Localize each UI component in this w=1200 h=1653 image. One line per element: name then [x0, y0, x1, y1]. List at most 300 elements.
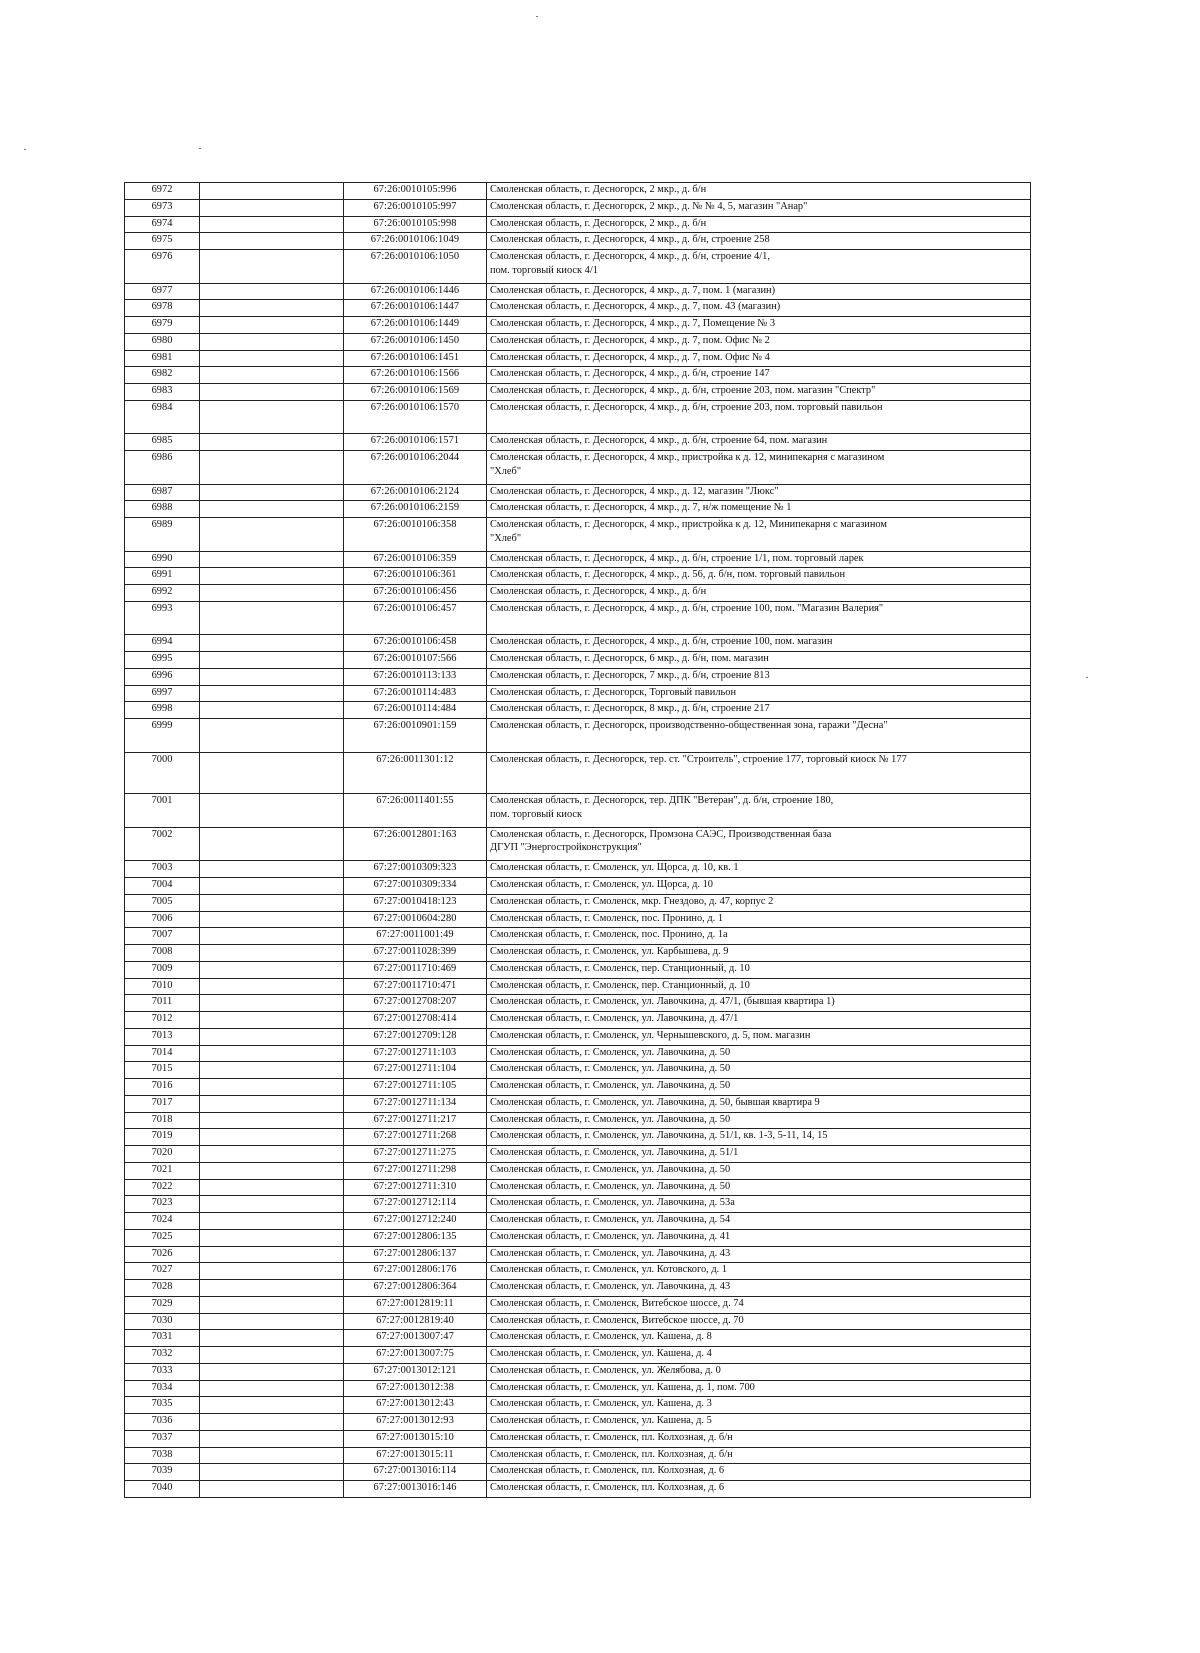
empty-cell: [200, 300, 344, 317]
empty-cell: [200, 1363, 344, 1380]
row-number-cell: 6986: [125, 451, 200, 485]
cadastral-number-cell: 67:26:0010106:457: [344, 601, 487, 635]
row-number-cell: 7028: [125, 1280, 200, 1297]
empty-cell: [200, 1447, 344, 1464]
table-row: [125, 484, 1031, 501]
row-number-cell: 7023: [125, 1196, 200, 1213]
row-number-cell: 7039: [125, 1464, 200, 1481]
empty-cell: [200, 961, 344, 978]
cadastral-number-cell: 67:27:0012711:310: [344, 1179, 487, 1196]
table-row: [125, 1028, 1031, 1045]
cadastral-number-cell: 67:27:0012712:114: [344, 1196, 487, 1213]
row-number-cell: 7000: [125, 752, 200, 794]
table-row: [125, 283, 1031, 300]
cadastral-number-cell: 67:27:0011028:399: [344, 945, 487, 962]
empty-cell: [200, 995, 344, 1012]
empty-cell: [200, 945, 344, 962]
empty-cell: [200, 183, 344, 200]
address-cell: Смоленская область, г. Смоленск, ул. Котовского, д. 1: [487, 1263, 1031, 1280]
empty-cell: [200, 1129, 344, 1146]
table-row: [125, 434, 1031, 451]
table-row: [125, 652, 1031, 669]
address-cell: Смоленская область, г. Десногорск, 4 мкр., д. б/н, строение 100, пом. "Магазин Валерия": [487, 601, 1031, 635]
cadastral-number-cell: 67:26:0010113:133: [344, 668, 487, 685]
row-number-cell: 6977: [125, 283, 200, 300]
cadastral-number-cell: 67:27:0011001:49: [344, 928, 487, 945]
row-number-cell: 7021: [125, 1162, 200, 1179]
empty-cell: [200, 568, 344, 585]
row-number-cell: 7012: [125, 1012, 200, 1029]
cadastral-number-cell: 67:27:0013016:114: [344, 1464, 487, 1481]
address-cell: Смоленская область, г. Смоленск, мкр. Гнездово, д. 47, корпус 2: [487, 894, 1031, 911]
table-row: [125, 894, 1031, 911]
table-row: [125, 861, 1031, 878]
cadastral-number-cell: 67:26:0010106:1449: [344, 317, 487, 334]
address-cell: Смоленская область, г. Десногорск, 4 мкр., д. 7, пом. Офис № 2: [487, 333, 1031, 350]
row-number-cell: 6984: [125, 400, 200, 434]
address-cell: Смоленская область, г. Десногорск, 4 мкр., д. б/н, строение 258: [487, 233, 1031, 250]
table-row: [125, 551, 1031, 568]
address-cell: Смоленская область, г. Смоленск, ул. Лавочкина, д. 47/1: [487, 1012, 1031, 1029]
cadastral-number-cell: 67:26:0010106:1447: [344, 300, 487, 317]
empty-cell: [200, 1179, 344, 1196]
row-number-cell: 7017: [125, 1095, 200, 1112]
cadastral-number-cell: 67:27:0012819:40: [344, 1313, 487, 1330]
address-cell: Смоленская область, г. Смоленск, ул. Лавочкина, д. 50: [487, 1079, 1031, 1096]
address-cell: Смоленская область, г. Смоленск, ул. Лавочкина, д. 50, бывшая квартира 9: [487, 1095, 1031, 1112]
cadastral-number-cell: 67:26:0010106:1570: [344, 400, 487, 434]
cadastral-number-cell: 67:27:0012806:176: [344, 1263, 487, 1280]
cadastral-number-cell: 67:26:0010114:483: [344, 685, 487, 702]
address-cell: Смоленская область, г. Десногорск, 4 мкр., д. б/н, строение 203, пом. торговый павильон: [487, 400, 1031, 434]
address-cell: Смоленская область, г. Смоленск, пер. Станционный, д. 10: [487, 961, 1031, 978]
address-cell: Смоленская область, г. Десногорск, 8 мкр., д. б/н, строение 217: [487, 702, 1031, 719]
table-row: [125, 1012, 1031, 1029]
address-cell: Смоленская область, г. Десногорск, 2 мкр., д. б/н: [487, 183, 1031, 200]
table-row: [125, 995, 1031, 1012]
cadastral-number-cell: 67:26:0010106:1569: [344, 384, 487, 401]
address-cell: Смоленская область, г. Десногорск, 4 мкр., д. б/н: [487, 585, 1031, 602]
empty-cell: [200, 1397, 344, 1414]
cadastral-number-cell: 67:27:0013015:11: [344, 1447, 487, 1464]
address-cell: Смоленская область, г. Смоленск, пос. Пронино, д. 1а: [487, 928, 1031, 945]
empty-cell: [200, 1330, 344, 1347]
table-row: [125, 752, 1031, 794]
empty-cell: [200, 878, 344, 895]
table-row: [125, 1179, 1031, 1196]
table-row: [125, 518, 1031, 552]
empty-cell: [200, 635, 344, 652]
registry-rows: [125, 183, 1031, 1498]
empty-cell: [200, 333, 344, 350]
empty-cell: [200, 1196, 344, 1213]
table-row: [125, 1246, 1031, 1263]
empty-cell: [200, 1263, 344, 1280]
table-row: [125, 1397, 1031, 1414]
table-row: [125, 1079, 1031, 1096]
cadastral-number-cell: 67:27:0012708:414: [344, 1012, 487, 1029]
address-cell: Смоленская область, г. Десногорск, 4 мкр., д. 7, пом. 1 (магазин): [487, 283, 1031, 300]
row-number-cell: 6989: [125, 518, 200, 552]
address-cell: Смоленская область, г. Смоленск, ул. Кашена, д. 4: [487, 1347, 1031, 1364]
cadastral-number-cell: 67:26:0010106:2124: [344, 484, 487, 501]
empty-cell: [200, 1430, 344, 1447]
cadastral-number-cell: 67:27:0012711:268: [344, 1129, 487, 1146]
empty-cell: [200, 702, 344, 719]
empty-cell: [200, 283, 344, 300]
row-number-cell: 7011: [125, 995, 200, 1012]
empty-cell: [200, 199, 344, 216]
table-row: [125, 961, 1031, 978]
address-cell: Смоленская область, г. Десногорск, 4 мкр., пристройка к д. 12, Минипекарня с магазином "Хлеб": [487, 518, 1031, 552]
address-cell: Смоленская область, г. Смоленск, ул. Кашена, д. 5: [487, 1414, 1031, 1431]
row-number-cell: 6973: [125, 199, 200, 216]
table-row: [125, 719, 1031, 753]
table-row: [125, 794, 1031, 828]
cadastral-number-cell: 67:26:0011401:55: [344, 794, 487, 828]
address-cell: Смоленская область, г. Смоленск, ул. Щорса, д. 10, кв. 1: [487, 861, 1031, 878]
cadastral-number-cell: 67:27:0010309:323: [344, 861, 487, 878]
empty-cell: [200, 928, 344, 945]
table-row: [125, 1196, 1031, 1213]
cadastral-number-cell: 67:26:0010106:456: [344, 585, 487, 602]
row-number-cell: 7040: [125, 1481, 200, 1498]
row-number-cell: 6995: [125, 652, 200, 669]
cadastral-number-cell: 67:27:0012806:364: [344, 1280, 487, 1297]
row-number-cell: 7032: [125, 1347, 200, 1364]
cadastral-number-cell: 67:27:0010604:280: [344, 911, 487, 928]
empty-cell: [200, 668, 344, 685]
empty-cell: [200, 1045, 344, 1062]
cadastral-number-cell: 67:27:0013007:47: [344, 1330, 487, 1347]
cadastral-number-cell: 67:27:0012819:11: [344, 1296, 487, 1313]
table-row: [125, 451, 1031, 485]
address-cell: Смоленская область, г. Смоленск, пос. Пронино, д. 1: [487, 911, 1031, 928]
address-cell: Смоленская область, г. Десногорск, Промзона САЭС, Производственная база ДГУП "Энергостройконструкция": [487, 827, 1031, 861]
empty-cell: [200, 1380, 344, 1397]
table-row: [125, 568, 1031, 585]
table-row: [125, 878, 1031, 895]
cadastral-number-cell: 67:26:0010106:458: [344, 635, 487, 652]
row-number-cell: 7003: [125, 861, 200, 878]
address-cell: Смоленская область, г. Смоленск, ул. Щорса, д. 10: [487, 878, 1031, 895]
row-number-cell: 6994: [125, 635, 200, 652]
cadastral-number-cell: 67:27:0012806:135: [344, 1229, 487, 1246]
table-row: [125, 1263, 1031, 1280]
table-row: [125, 685, 1031, 702]
empty-cell: [200, 685, 344, 702]
table-row: [125, 233, 1031, 250]
row-number-cell: 7024: [125, 1213, 200, 1230]
empty-cell: [200, 752, 344, 794]
cadastral-number-cell: 67:26:0010106:2159: [344, 501, 487, 518]
empty-cell: [200, 1481, 344, 1498]
address-cell: Смоленская область, г. Смоленск, ул. Лавочкина, д. 47/1, (бывшая квартира 1): [487, 995, 1031, 1012]
address-cell: Смоленская область, г. Смоленск, пл. Колхозная, д. б/н: [487, 1430, 1031, 1447]
row-number-cell: 7015: [125, 1062, 200, 1079]
address-cell: Смоленская область, г. Смоленск, ул. Лавочкина, д. 54: [487, 1213, 1031, 1230]
row-number-cell: 6999: [125, 719, 200, 753]
table-row: [125, 1062, 1031, 1079]
table-row: [125, 1313, 1031, 1330]
address-cell: Смоленская область, г. Смоленск, ул. Лавочкина, д. 43: [487, 1280, 1031, 1297]
empty-cell: [200, 1012, 344, 1029]
table-row: [125, 1146, 1031, 1163]
cadastral-number-cell: 67:26:0012801:163: [344, 827, 487, 861]
address-cell: Смоленская область, г. Смоленск, ул. Лавочкина, д. 50: [487, 1062, 1031, 1079]
table-row: [125, 827, 1031, 861]
cadastral-number-cell: 67:27:0010418:123: [344, 894, 487, 911]
registry-table: [124, 182, 1031, 1498]
empty-cell: [200, 1162, 344, 1179]
table-row: [125, 1112, 1031, 1129]
empty-cell: [200, 652, 344, 669]
cadastral-number-cell: 67:26:0010105:998: [344, 216, 487, 233]
cadastral-number-cell: 67:27:0012709:128: [344, 1028, 487, 1045]
table-row: [125, 1129, 1031, 1146]
row-number-cell: 7033: [125, 1363, 200, 1380]
table-row: [125, 601, 1031, 635]
row-number-cell: 6983: [125, 384, 200, 401]
table-row: [125, 350, 1031, 367]
row-number-cell: 6982: [125, 367, 200, 384]
cadastral-number-cell: 67:26:0010114:484: [344, 702, 487, 719]
cadastral-number-cell: 67:27:0013015:10: [344, 1430, 487, 1447]
empty-cell: [200, 367, 344, 384]
table-row: [125, 1229, 1031, 1246]
empty-cell: [200, 400, 344, 434]
table-row: [125, 199, 1031, 216]
cadastral-number-cell: 67:26:0010106:2044: [344, 451, 487, 485]
cadastral-number-cell: 67:27:0012711:104: [344, 1062, 487, 1079]
row-number-cell: 7001: [125, 794, 200, 828]
row-number-cell: 7025: [125, 1229, 200, 1246]
table-row: [125, 978, 1031, 995]
cadastral-number-cell: 67:26:0010106:1050: [344, 250, 487, 284]
address-cell: Смоленская область, г. Десногорск, 4 мкр., д. б/н, строение 203, пом. магазин "Спектр": [487, 384, 1031, 401]
empty-cell: [200, 1414, 344, 1431]
cadastral-number-cell: 67:26:0011301:12: [344, 752, 487, 794]
table-row: [125, 668, 1031, 685]
table-row: [125, 1045, 1031, 1062]
row-number-cell: 6981: [125, 350, 200, 367]
address-cell: Смоленская область, г. Десногорск, 4 мкр., д. б/н, строение 4/1, пом. торговый киоск 4/1: [487, 250, 1031, 284]
address-cell: Смоленская область, г. Десногорск, 4 мкр., д. б/н, строение 147: [487, 367, 1031, 384]
empty-cell: [200, 719, 344, 753]
address-cell: Смоленская область, г. Десногорск, производственно-общественная зона, гаражи "Десна": [487, 719, 1031, 753]
cadastral-number-cell: 67:27:0013012:38: [344, 1380, 487, 1397]
row-number-cell: 6987: [125, 484, 200, 501]
row-number-cell: 7010: [125, 978, 200, 995]
cadastral-number-cell: 67:27:0012711:134: [344, 1095, 487, 1112]
scan-speck: [199, 148, 201, 149]
table-row: [125, 317, 1031, 334]
cadastral-number-cell: 67:27:0012712:240: [344, 1213, 487, 1230]
cadastral-number-cell: 67:27:0011710:471: [344, 978, 487, 995]
empty-cell: [200, 518, 344, 552]
row-number-cell: 6975: [125, 233, 200, 250]
empty-cell: [200, 861, 344, 878]
cadastral-number-cell: 67:26:0010107:566: [344, 652, 487, 669]
empty-cell: [200, 551, 344, 568]
row-number-cell: 6993: [125, 601, 200, 635]
cadastral-number-cell: 67:26:0010105:996: [344, 183, 487, 200]
row-number-cell: 7007: [125, 928, 200, 945]
scan-speck: [24, 149, 26, 150]
row-number-cell: 7014: [125, 1045, 200, 1062]
empty-cell: [200, 585, 344, 602]
empty-cell: [200, 1213, 344, 1230]
address-cell: Смоленская область, г. Десногорск, 4 мкр., д. б/н, строение 64, пом. магазин: [487, 434, 1031, 451]
address-cell: Смоленская область, г. Смоленск, Витебское шоссе, д. 74: [487, 1296, 1031, 1313]
empty-cell: [200, 451, 344, 485]
row-number-cell: 7019: [125, 1129, 200, 1146]
cadastral-number-cell: 67:26:0010106:1451: [344, 350, 487, 367]
empty-cell: [200, 233, 344, 250]
address-cell: Смоленская область, г. Десногорск, 4 мкр., д. 7, н/ж помещение № 1: [487, 501, 1031, 518]
cadastral-number-cell: 67:27:0012711:103: [344, 1045, 487, 1062]
table-row: [125, 1347, 1031, 1364]
address-cell: Смоленская область, г. Десногорск, тер. ст. "Строитель", строение 177, торговый киоск № 177: [487, 752, 1031, 794]
address-cell: Смоленская область, г. Десногорск, 4 мкр., д. 7, пом. 43 (магазин): [487, 300, 1031, 317]
cadastral-number-cell: 67:27:0013012:93: [344, 1414, 487, 1431]
row-number-cell: 7018: [125, 1112, 200, 1129]
row-number-cell: 6991: [125, 568, 200, 585]
row-number-cell: 7020: [125, 1146, 200, 1163]
address-cell: Смоленская область, г. Смоленск, ул. Лавочкина, д. 50: [487, 1179, 1031, 1196]
table-row: [125, 400, 1031, 434]
empty-cell: [200, 1246, 344, 1263]
table-row: [125, 702, 1031, 719]
scan-speck: [536, 16, 538, 17]
row-number-cell: 7013: [125, 1028, 200, 1045]
address-cell: Смоленская область, г. Смоленск, пл. Колхозная, д. 6: [487, 1481, 1031, 1498]
address-cell: Смоленская область, г. Смоленск, Витебское шоссе, д. 70: [487, 1313, 1031, 1330]
cadastral-number-cell: 67:27:0012806:137: [344, 1246, 487, 1263]
address-cell: Смоленская область, г. Смоленск, пл. Колхозная, д. б/н: [487, 1447, 1031, 1464]
cadastral-number-cell: 67:27:0012708:207: [344, 995, 487, 1012]
table-row: [125, 501, 1031, 518]
empty-cell: [200, 1296, 344, 1313]
cadastral-number-cell: 67:26:0010106:359: [344, 551, 487, 568]
empty-cell: [200, 216, 344, 233]
address-cell: Смоленская область, г. Десногорск, Торговый павильон: [487, 685, 1031, 702]
table-row: [125, 635, 1031, 652]
row-number-cell: 7027: [125, 1263, 200, 1280]
address-cell: Смоленская область, г. Смоленск, ул. Лавочкина, д. 41: [487, 1229, 1031, 1246]
table-row: [125, 1095, 1031, 1112]
address-cell: Смоленская область, г. Десногорск, 2 мкр., д. б/н: [487, 216, 1031, 233]
empty-cell: [200, 894, 344, 911]
empty-cell: [200, 350, 344, 367]
row-number-cell: 6988: [125, 501, 200, 518]
cadastral-number-cell: 67:27:0012711:275: [344, 1146, 487, 1163]
empty-cell: [200, 317, 344, 334]
cadastral-number-cell: 67:26:0010106:1571: [344, 434, 487, 451]
row-number-cell: 7016: [125, 1079, 200, 1096]
empty-cell: [200, 1079, 344, 1096]
row-number-cell: 7030: [125, 1313, 200, 1330]
cadastral-number-cell: 67:27:0010309:334: [344, 878, 487, 895]
row-number-cell: 7038: [125, 1447, 200, 1464]
table-row: [125, 183, 1031, 200]
empty-cell: [200, 1280, 344, 1297]
empty-cell: [200, 1229, 344, 1246]
row-number-cell: 7031: [125, 1330, 200, 1347]
address-cell: Смоленская область, г. Смоленск, пл. Колхозная, д. 6: [487, 1464, 1031, 1481]
table-row: [125, 333, 1031, 350]
address-cell: Смоленская область, г. Десногорск, 7 мкр., д. б/н, строение 813: [487, 668, 1031, 685]
empty-cell: [200, 1313, 344, 1330]
cadastral-number-cell: 67:27:0012711:105: [344, 1079, 487, 1096]
table-row: [125, 1296, 1031, 1313]
address-cell: Смоленская область, г. Десногорск, 4 мкр., д. 56, д. б/н, пом. торговый павильон: [487, 568, 1031, 585]
address-cell: Смоленская область, г. Смоленск, ул. Кашена, д. 1, пом. 700: [487, 1380, 1031, 1397]
cadastral-number-cell: 67:27:0013016:146: [344, 1481, 487, 1498]
row-number-cell: 7035: [125, 1397, 200, 1414]
table-row: [125, 1380, 1031, 1397]
table-row: [125, 250, 1031, 284]
row-number-cell: 6990: [125, 551, 200, 568]
table-row: [125, 1363, 1031, 1380]
address-cell: Смоленская область, г. Десногорск, 4 мкр., д. 7, пом. Офис № 4: [487, 350, 1031, 367]
empty-cell: [200, 501, 344, 518]
row-number-cell: 7036: [125, 1414, 200, 1431]
address-cell: Смоленская область, г. Десногорск, 4 мкр., д. б/н, строение 1/1, пом. торговый ларек: [487, 551, 1031, 568]
row-number-cell: 6996: [125, 668, 200, 685]
address-cell: Смоленская область, г. Десногорск, 4 мкр., д. б/н, строение 100, пом. магазин: [487, 635, 1031, 652]
table-row: [125, 300, 1031, 317]
cadastral-number-cell: 67:26:0010106:1450: [344, 333, 487, 350]
cadastral-number-cell: 67:27:0013012:121: [344, 1363, 487, 1380]
row-number-cell: 6997: [125, 685, 200, 702]
row-number-cell: 6979: [125, 317, 200, 334]
cadastral-number-cell: 67:27:0011710:469: [344, 961, 487, 978]
empty-cell: [200, 1028, 344, 1045]
table-row: [125, 945, 1031, 962]
row-number-cell: 6974: [125, 216, 200, 233]
address-cell: Смоленская область, г. Смоленск, ул. Лавочкина, д. 51/1: [487, 1146, 1031, 1163]
cadastral-number-cell: 67:26:0010106:1446: [344, 283, 487, 300]
address-cell: Смоленская область, г. Десногорск, тер. ДПК "Ветеран", д. б/н, строение 180, пом. торговый киоск: [487, 794, 1031, 828]
table-row: [125, 911, 1031, 928]
cadastral-number-cell: 67:27:0012711:298: [344, 1162, 487, 1179]
row-number-cell: 7002: [125, 827, 200, 861]
table-row: [125, 216, 1031, 233]
table-row: [125, 1414, 1031, 1431]
row-number-cell: 7009: [125, 961, 200, 978]
empty-cell: [200, 384, 344, 401]
table-row: [125, 1447, 1031, 1464]
empty-cell: [200, 484, 344, 501]
cadastral-number-cell: 67:26:0010106:358: [344, 518, 487, 552]
empty-cell: [200, 601, 344, 635]
cadastral-number-cell: 67:26:0010106:361: [344, 568, 487, 585]
address-cell: Смоленская область, г. Смоленск, ул. Лавочкина, д. 43: [487, 1246, 1031, 1263]
empty-cell: [200, 1464, 344, 1481]
address-cell: Смоленская область, г. Десногорск, 4 мкр., д. 7, Помещение № 3: [487, 317, 1031, 334]
empty-cell: [200, 1112, 344, 1129]
empty-cell: [200, 911, 344, 928]
table-row: [125, 1213, 1031, 1230]
row-number-cell: 7022: [125, 1179, 200, 1196]
cadastral-number-cell: 67:27:0012711:217: [344, 1112, 487, 1129]
row-number-cell: 6980: [125, 333, 200, 350]
cadastral-number-cell: 67:26:0010106:1566: [344, 367, 487, 384]
address-cell: Смоленская область, г. Смоленск, ул. Лавочкина, д. 50: [487, 1045, 1031, 1062]
scan-speck: [1086, 677, 1088, 678]
table-row: [125, 585, 1031, 602]
